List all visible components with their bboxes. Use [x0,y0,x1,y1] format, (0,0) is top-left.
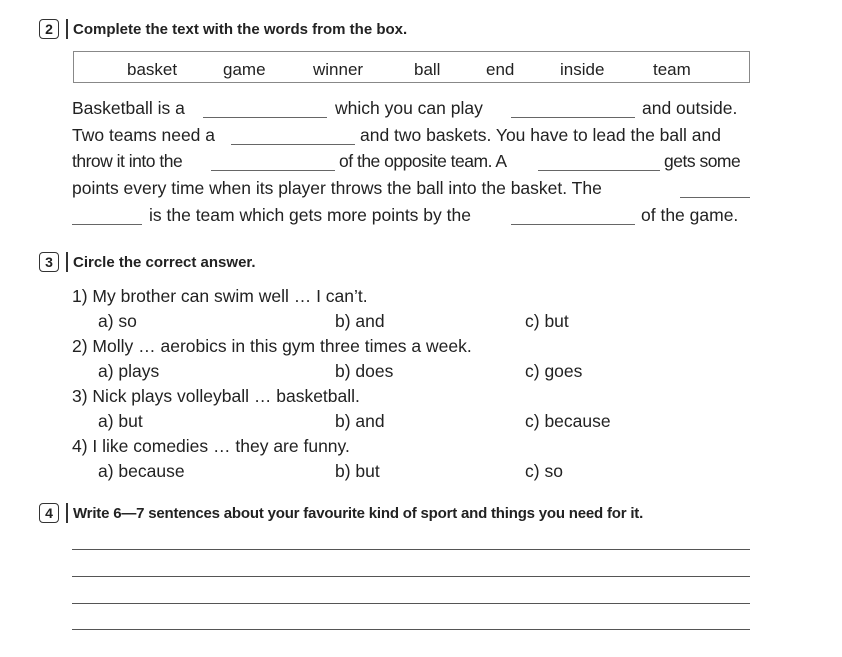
text-line2-part2: and two baskets. You have to lead the ball and [360,125,721,145]
blank-7[interactable] [72,224,142,225]
blank-6[interactable] [680,197,750,198]
question-2-option-a[interactable]: a) plays [98,361,160,381]
task-4-title: Write 6—7 sentences about your favourite kind of sport and things you need for it. [73,505,644,522]
box-word-winner: winner [313,60,364,79]
blank-3[interactable] [231,144,355,145]
text-line5-part2: of the game. [641,205,739,225]
blank-8[interactable] [511,224,635,225]
blank-4[interactable] [211,170,335,171]
text-line3-part3: gets some [664,151,741,171]
question-1-option-b[interactable]: b) and [335,311,385,331]
question-4-option-b[interactable]: b) but [335,461,380,481]
question-2-option-b[interactable]: b) does [335,361,394,381]
box-word-game: game [223,60,266,79]
writing-line-1[interactable] [72,549,750,550]
text-line5-part1: is the team which gets more points by the [149,205,471,225]
box-word-ball: ball [414,60,441,79]
task-2-number: 2 [39,19,59,39]
task-4-separator [66,503,68,523]
writing-line-2[interactable] [72,576,750,577]
box-word-basket: basket [127,60,178,79]
question-4: 4) I like comedies … they are funny. [72,436,350,456]
question-3-option-b[interactable]: b) and [335,411,385,431]
box-word-end: end [486,60,515,79]
text-line3-part2: of the opposite team. A [339,151,507,171]
box-word-inside: inside [560,60,605,79]
question-1: 1) My brother can swim well … I can’t. [72,286,368,306]
question-3-option-a[interactable]: a) but [98,411,143,431]
text-line4: points every time when its player throws the ball into the basket. The [72,178,602,198]
blank-2[interactable] [511,117,635,118]
task-2-title: Complete the text with the words from the box. [73,21,408,38]
question-3: 3) Nick plays volleyball … basketball. [72,386,360,406]
task-3-title: Circle the correct answer. [73,254,256,271]
text-line2-part1: Two teams need a [72,125,215,145]
blank-5[interactable] [538,170,660,171]
text-line3-part1: throw it into the [72,151,183,171]
question-1-option-c[interactable]: c) but [525,311,569,331]
task-2-separator [66,19,68,39]
text-line1-part1: Basketball is a [72,98,185,118]
writing-line-3[interactable] [72,603,750,604]
question-4-option-a[interactable]: a) because [98,461,185,481]
question-2-option-c[interactable]: c) goes [525,361,583,381]
task-3-number: 3 [39,252,59,272]
box-word-team: team [653,60,691,79]
task-3-separator [66,252,68,272]
question-3-option-c[interactable]: c) because [525,411,611,431]
text-line1-part3: and outside. [642,98,738,118]
blank-1[interactable] [203,117,327,118]
word-box [73,51,750,83]
writing-line-4[interactable] [72,629,750,630]
text-line1-part2: which you can play [335,98,483,118]
question-4-option-c[interactable]: c) so [525,461,563,481]
task-4-number: 4 [39,503,59,523]
question-2: 2) Molly … aerobics in this gym three times a week. [72,336,472,356]
question-1-option-a[interactable]: a) so [98,311,137,331]
